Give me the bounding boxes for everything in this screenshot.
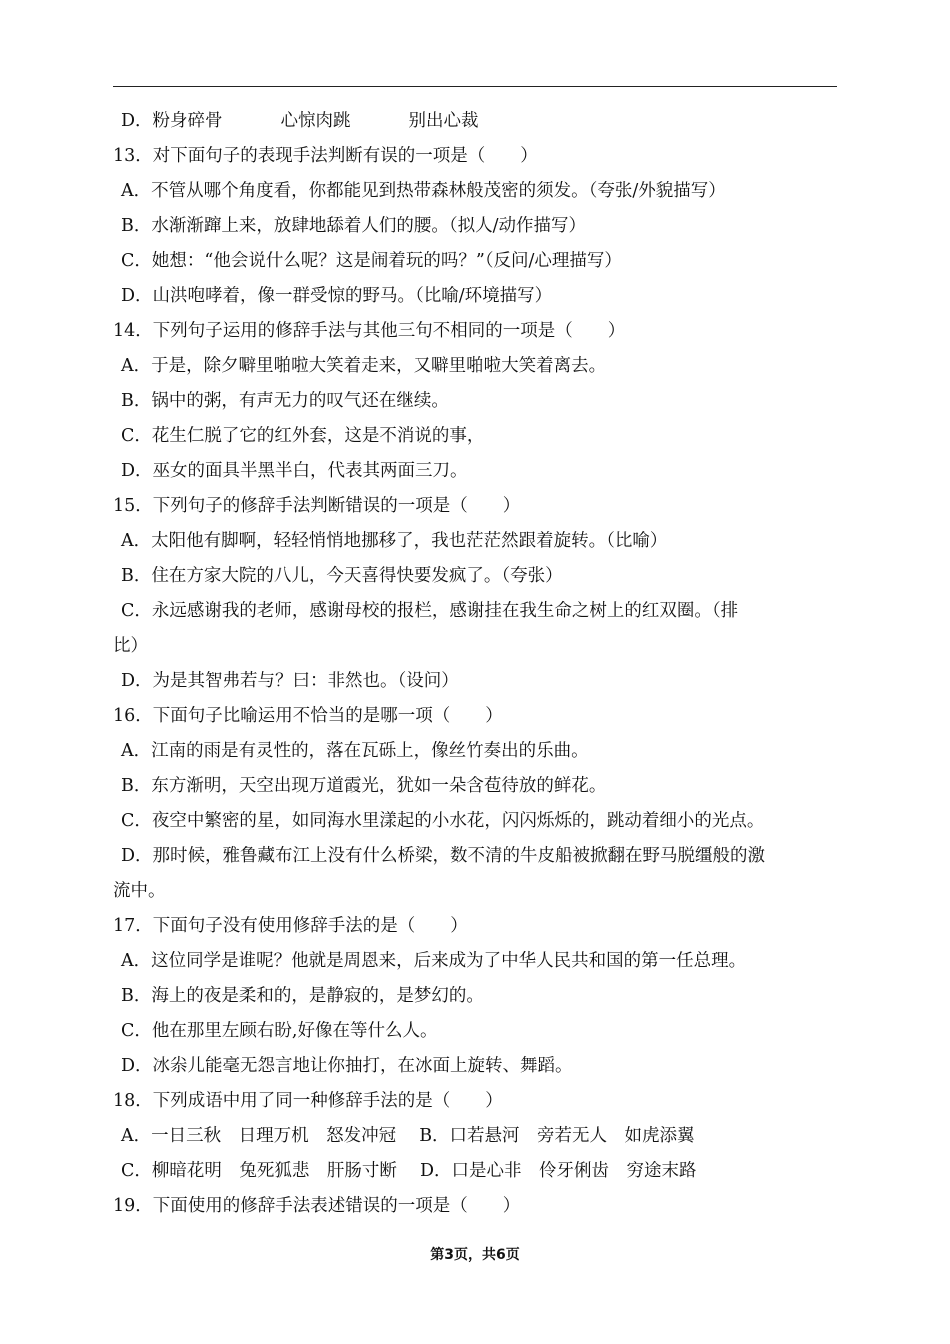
question-18-options-ab: A．一日三秋 日理万机 怒发冲冠 B．口若悬河 旁若无人 如虎添翼: [121, 1126, 695, 1146]
question-18: 18．下列成语中用了同一种修辞手法的是（ ）: [113, 1091, 503, 1111]
question-17-option-b: B．海上的夜是柔和的，是静寂的，是梦幻的。: [121, 986, 484, 1006]
question-16-option-d-continued: 流中。: [113, 881, 166, 901]
question-19: 19．下面使用的修辞手法表述错误的一项是（ ）: [113, 1196, 521, 1216]
question-16-option-d: D．那时候，雅鲁藏布江上没有什么桥梁，数不清的牛皮船被掀翻在野马脱缰般的激: [121, 846, 766, 866]
question-15-option-d: D．为是其智弗若与？曰：非然也。（设问）: [121, 671, 459, 691]
question-13-option-a: A．不管从哪个角度看，你都能见到热带森林般茂密的须发。（夸张/外貌描写）: [121, 181, 726, 201]
question-15-option-c: C．永远感谢我的老师，感谢母校的报栏，感谢挂在我生命之树上的红双圈。（排: [121, 601, 739, 621]
question-13-option-c: C．她想：“他会说什么呢？这是闹着玩的吗？”（反问/心理描写）: [121, 251, 622, 271]
question-14: 14．下列句子运用的修辞手法与其他三句不相同的一项是（ ）: [113, 321, 626, 341]
question-16-option-b: B．东方渐明，天空出现万道霞光，犹如一朵含苞待放的鲜花。: [121, 776, 607, 796]
question-13-option-b: B．水渐渐蹿上来，放肆地舔着人们的腰。（拟人/动作描写）: [121, 216, 587, 236]
question-13-option-d: D．山洪咆哮着，像一群受惊的野马。（比喻/环境描写）: [121, 286, 553, 306]
question-15-option-a: A．太阳他有脚啊，轻轻悄悄地挪移了，我也茫茫然跟着旋转。（比喻）: [121, 531, 668, 551]
question-17-option-d: D．冰尜儿能毫无怨言地让你抽打，在冰面上旋转、舞蹈。: [121, 1056, 573, 1076]
question-14-option-d: D．巫女的面具半黑半白，代表其两面三刀。: [121, 461, 468, 481]
page-footer: 第3页，共6页: [430, 1247, 520, 1263]
question-15-option-b: B．住在方家大院的八儿，今天喜得快要发疯了。（夸张）: [121, 566, 563, 586]
question-13: 13．对下面句子的表现手法判断有误的一项是（ ）: [113, 146, 538, 166]
question-14-option-a: A．于是，除夕噼里啪啦大笑着走来，又噼里啪啦大笑着离去。: [121, 356, 607, 376]
question-14-option-c: C．花生仁脱了它的红外套，这是不消说的事，: [121, 426, 485, 446]
document-body: [113, 104, 838, 1224]
option-d-q12: D．粉身碎骨 心惊肉跳 别出心裁: [121, 111, 479, 131]
question-15: 15．下列句子的修辞手法判断错误的一项是（ ）: [113, 496, 521, 516]
question-17: 17．下面句子没有使用修辞手法的是（ ）: [113, 916, 468, 936]
question-16-option-a: A．江南的雨是有灵性的，落在瓦砾上，像丝竹奏出的乐曲。: [121, 741, 589, 761]
question-18-options-cd: C．柳暗花明 兔死狐悲 肝肠寸断 D．口是心非 伶牙俐齿 穷途末路: [121, 1161, 697, 1181]
header-rule: [113, 86, 837, 87]
question-16-option-c: C．夜空中繁密的星，如同海水里漾起的小水花，闪闪烁烁的，跳动着细小的光点。: [121, 811, 765, 831]
question-16: 16．下面句子比喻运用不恰当的是哪一项（ ）: [113, 706, 503, 726]
question-17-option-c: C．他在那里左顾右盼,好像在等什么人。: [121, 1021, 438, 1041]
question-17-option-a: A．这位同学是谁呢？他就是周恩来，后来成为了中华人民共和国的第一任总理。: [121, 951, 747, 971]
question-15-option-c-continued: 比）: [113, 636, 148, 656]
question-14-option-b: B．锅中的粥，有声无力的叹气还在继续。: [121, 391, 449, 411]
